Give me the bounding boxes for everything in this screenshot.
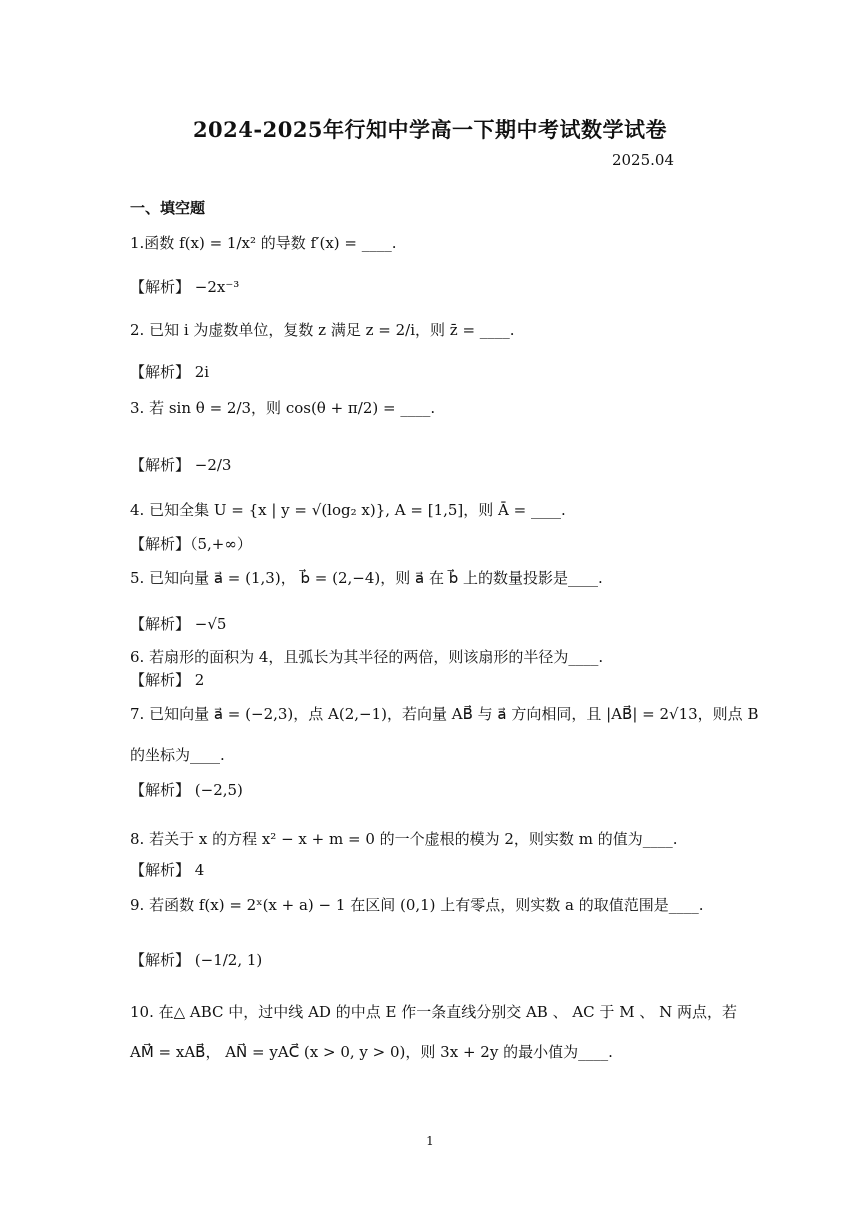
question-8: 8. 若关于 x 的方程 x² − x + m = 0 的一个虚根的模为 2，则实数 m 的值为____. [130, 830, 678, 848]
answer-3: 【解析】 −2/3 [130, 456, 232, 474]
answer-9: 【解析】 (−1/2, 1) [130, 951, 263, 969]
question-2: 2. 已知 i 为虚数单位，复数 z 满足 z = 2/i，则 z̄ = ____. [130, 321, 515, 339]
question-9: 9. 若函数 f(x) = 2ˣ(x + a) − 1 在区间 (0,1) 上有零点，则实数 a 的取值范围是____. [130, 896, 704, 914]
question-10: 10. 在△ ABC 中，过中线 AD 的中点 E 作一条直线分别交 AB 、 AC 于 M 、 N 两点，若 [130, 1003, 737, 1021]
question-4: 4. 已知全集 U = {x | y = √(log₂ x)}, A = [1,5]，则 Ā = ____. [130, 501, 566, 519]
question-7-cont: 的坐标为____. [130, 746, 225, 764]
question-3: 3. 若 sin θ = 2/3，则 cos(θ + π/2) = ____. [130, 399, 436, 417]
answer-2: 【解析】 2i [130, 363, 210, 381]
question-10-cont: AM⃗ = xAB⃗， AN⃗ = yAC⃗ (x > 0, y > 0)，则 3x + 2y 的最小值为____. [130, 1043, 613, 1061]
answer-1: 【解析】 −2x⁻³ [130, 278, 240, 296]
question-1: 1.函数 f(x) = 1/x² 的导数 f′(x) = ____. [130, 234, 397, 252]
answer-5: 【解析】 −√5 [130, 615, 227, 633]
page-number: 1 [426, 1134, 434, 1148]
answer-6: 【解析】 2 [130, 671, 205, 689]
section-heading: 一、填空题 [130, 199, 206, 217]
question-7: 7. 已知向量 a⃗ = (−2,3)，点 A(2,−1)，若向量 AB⃗ 与 a⃗ 方向相同，且 |AB⃗| = 2√13，则点 B [130, 705, 759, 723]
exam-date: 2025.04 [611, 151, 674, 169]
question-5: 5. 已知向量 a⃗ = (1,3)， b⃗ = (2,−4)，则 a⃗ 在 b⃗ 上的数量投影是____. [130, 569, 603, 587]
exam-title: 2024-2025年行知中学高一下期中考试数学试卷 [192, 117, 668, 142]
answer-7: 【解析】 (−2,5) [130, 781, 243, 799]
question-6: 6. 若扇形的面积为 4，且弧长为其半径的两倍，则该扇形的半径为____. [130, 648, 604, 666]
answer-8: 【解析】 4 [130, 861, 205, 879]
answer-4: 【解析】（5,+∞） [130, 535, 252, 553]
